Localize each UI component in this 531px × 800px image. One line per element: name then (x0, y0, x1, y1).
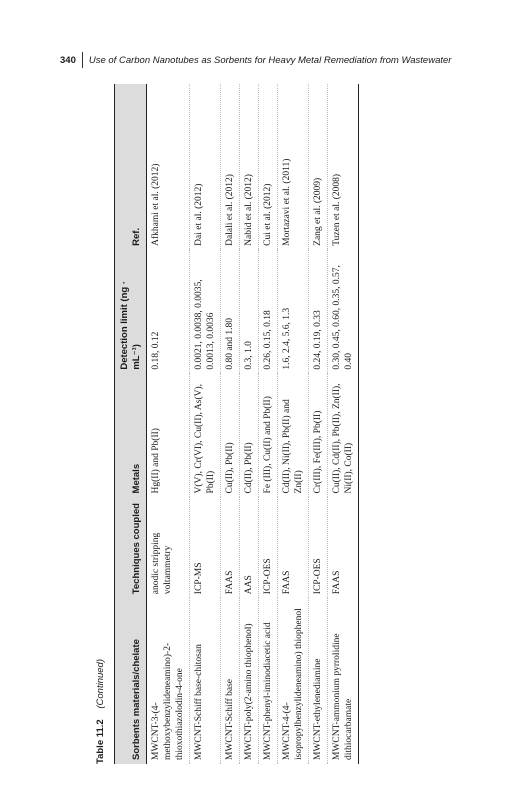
cell-detection-limit: 0.3, 1.0 (240, 250, 259, 374)
cell-metals: Cu(II), Pb(II) (221, 374, 240, 498)
table-caption-note: (Continued) (95, 659, 106, 709)
cell-sorbent: MWCNT-poly(2-amino thiophenol) (240, 598, 259, 764)
data-table (114, 84, 359, 764)
cell-technique: ICP-OES (259, 497, 278, 598)
column-header-metals: Metals (115, 374, 147, 498)
running-header (60, 52, 480, 68)
table-row (221, 84, 240, 764)
cell-metals: Cu(II), Cd(II), Pb(II), Zn(II), Ni(II), Co(II) (328, 374, 359, 498)
cell-detection-limit: 1.6, 2.4, 5.6, 1.3 (278, 250, 309, 374)
table-row (309, 84, 328, 764)
cell-metals: Cd(II), Ni(II), Pb(II) and Zn(II) (278, 374, 309, 498)
cell-sorbent: MWCNT-4-(4-isopropylbenzylideneamino) thiophenol (278, 598, 309, 764)
cell-ref: Dalali et al. (2012) (221, 84, 240, 250)
table-row (259, 84, 278, 764)
cell-ref: Tuzen et al. (2008) (328, 84, 359, 250)
table-row (190, 84, 221, 764)
table-row (240, 84, 259, 764)
cell-detection-limit: 0.18, 0.12 (147, 250, 190, 374)
cell-detection-limit: 0.24, 0.19, 0.33 (309, 250, 328, 374)
column-header-ref: Ref. (115, 84, 147, 250)
cell-ref: Mortazavi et al. (2011) (278, 84, 309, 250)
cell-sorbent: MWCNT-3-(4-methoxybenzylideneamino)-2-thioxothiazolodin-4-one (147, 598, 190, 764)
cell-metals: Cd(II), Pb(II) (240, 374, 259, 498)
cell-technique: ICP-OES (309, 497, 328, 598)
table-caption-number: Table 11.2 (95, 719, 106, 764)
cell-metals: V(V), Cr(VI), Cu(II), As(V), Pb(II) (190, 374, 221, 498)
cell-sorbent: MWCNT-Schiff base (221, 598, 240, 764)
cell-ref: Afkhami et al. (2012) (147, 84, 190, 250)
running-title: Use of Carbon Nanotubes as Sorbents for Heavy Metal Remediation from Wastewater (88, 54, 452, 66)
cell-ref: Zang et al. (2009) (309, 84, 328, 250)
cell-metals: Hg(II) and Pb(II) (147, 374, 190, 498)
table-row (328, 84, 359, 764)
table-row (147, 84, 190, 764)
cell-sorbent: MWCNT-Schiff base-chitosan (190, 598, 221, 764)
cell-technique: anodic stripping voltammetry (147, 497, 190, 598)
cell-sorbent: MWCNT-ammonium pyrrolidine dithiocarbamate (328, 598, 359, 764)
column-header-detection-limit: Detection limit (ng · mL⁻¹) (115, 250, 147, 374)
table-header-row (115, 84, 147, 764)
cell-detection-limit: 0.26, 0.15, 0.18 (259, 250, 278, 374)
cell-technique: FAAS (221, 497, 240, 598)
cell-sorbent: MWCNT-ethylenediamine (309, 598, 328, 764)
cell-technique: FAAS (278, 497, 309, 598)
cell-technique: ICP-MS (190, 497, 221, 598)
cell-sorbent: MWCNT-phenyl-iminodiacetic acid (259, 598, 278, 764)
cell-ref: Nabid et al. (2012) (240, 84, 259, 250)
cell-metals: Cr(III), Fe(III), Pb(II) (309, 374, 328, 498)
cell-detection-limit: 0.0021, 0.0038, 0.0035, 0.0013, 0.0036 (190, 250, 221, 374)
cell-detection-limit: 0.80 and 1.80 (221, 250, 240, 374)
column-header-techniques: Techniques coupled (115, 497, 147, 598)
cell-ref: Dai et al. (2012) (190, 84, 221, 250)
page-number: 340 (60, 54, 76, 66)
table-row (278, 84, 309, 764)
cell-technique: AAS (240, 497, 259, 598)
cell-ref: Cui et al. (2012) (259, 84, 278, 250)
cell-metals: Fe (III), Cu(II) and Pb(II) (259, 374, 278, 498)
column-header-sorbents: Sorbents materials/chelate (115, 598, 147, 764)
rotated-table-block (92, 84, 437, 764)
cell-technique: FAAS (328, 497, 359, 598)
table-caption (92, 659, 110, 764)
cell-detection-limit: 0.30, 0.45, 0.60, 0.35, 0.57, 0.40 (328, 250, 359, 374)
header-divider (82, 52, 83, 68)
